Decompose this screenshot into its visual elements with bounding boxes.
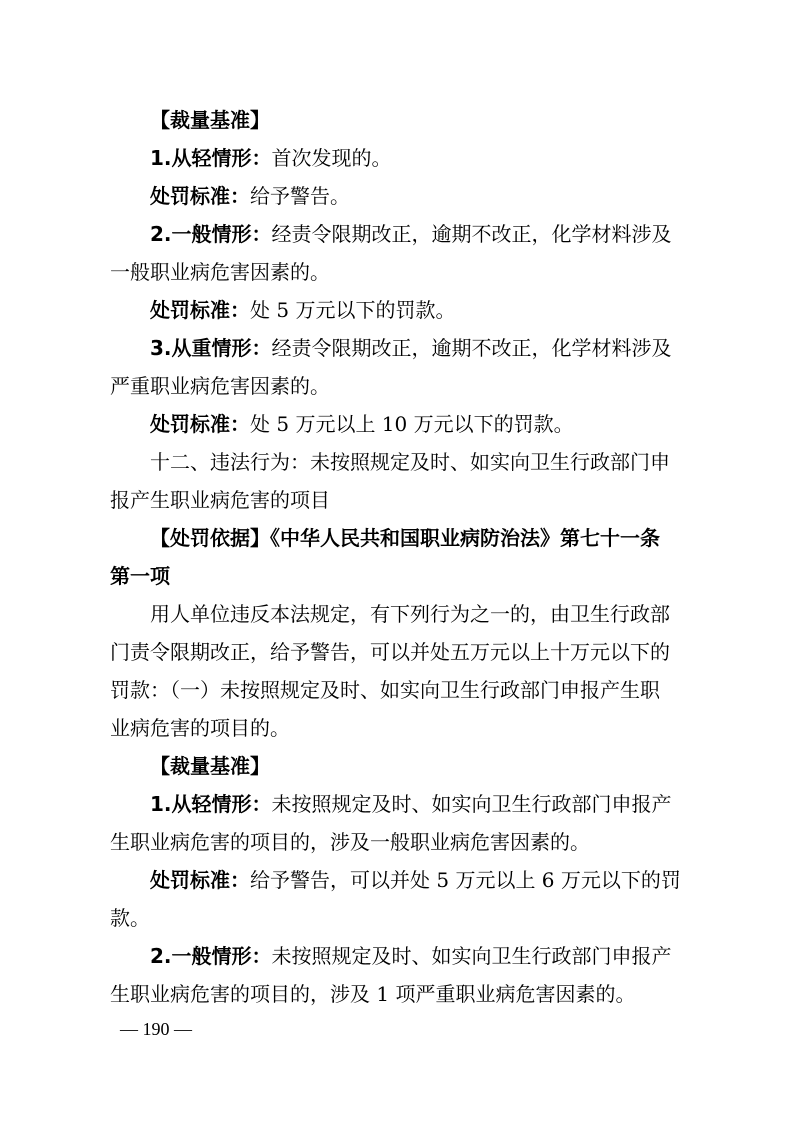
penalty-standard-text: 处 5 万元以上 10 万元以下的罚款。	[250, 412, 574, 436]
paragraph-penalty-standard	[150, 868, 705, 892]
section-heading-discretion-standard: 【裁量基准】	[150, 754, 270, 778]
light-case-text: 首次发现的。	[271, 146, 392, 170]
paragraph-penalty-standard	[150, 412, 705, 436]
law-text-continued: 罚款：（一）未按照规定及时、如实向卫生行政部门申报产生职	[110, 678, 660, 702]
penalty-basis-heading: 【处罚依据】《中华人民共和国职业病防治法》第七十一条	[150, 526, 660, 550]
law-text-continued: 门责令限期改正，给予警告，可以并处五万元以上十万元以下的	[110, 640, 670, 664]
penalty-standard-label: 处罚标准：	[150, 412, 250, 436]
light-case-label: 1.从轻情形：	[150, 792, 272, 816]
penalty-standard-text: 给予警告，可以并处 5 万元以上 6 万元以下的罚	[250, 868, 681, 892]
severe-case-text: 经责令限期改正，逾期不改正，化学材料涉及	[271, 336, 672, 360]
general-case-text: 未按照规定及时、如实向卫生行政部门申报产	[271, 944, 672, 968]
severe-case-label: 3.从重情形：	[150, 336, 272, 360]
light-case-text: 未按照规定及时、如实向卫生行政部门申报产	[271, 792, 672, 816]
penalty-standard-label: 处罚标准：	[150, 184, 250, 208]
general-case-label: 2.一般情形：	[150, 944, 272, 968]
general-case-text: 经责令限期改正，逾期不改正，化学材料涉及	[271, 222, 672, 246]
paragraph-general-case	[150, 222, 705, 246]
penalty-standard-text-continued: 款。	[110, 906, 150, 930]
law-text: 用人单位违反本法规定，有下列行为之一的，由卫生行政部	[150, 602, 670, 626]
penalty-standard-label: 处罚标准：	[150, 868, 250, 892]
light-case-text-continued: 生职业病危害的项目的，涉及一般职业病危害因素的。	[110, 830, 590, 854]
penalty-standard-text: 处 5 万元以下的罚款。	[250, 298, 456, 322]
violation-heading-continued: 报产生职业病危害的项目	[110, 488, 330, 512]
page-number: — 190 —	[120, 1019, 192, 1039]
paragraph-light-case	[150, 146, 705, 170]
paragraph-severe-case	[150, 336, 705, 360]
paragraph-penalty-standard	[150, 298, 705, 322]
penalty-basis-heading-continued: 第一项	[110, 564, 170, 588]
light-case-label: 1.从轻情形：	[150, 146, 272, 170]
general-case-label: 2.一般情形：	[150, 222, 272, 246]
section-heading-discretion-standard	[150, 108, 705, 132]
penalty-standard-label: 处罚标准：	[150, 298, 250, 322]
paragraph-light-case	[150, 792, 705, 816]
heading-text: 【裁量基准】	[150, 108, 270, 132]
violation-heading: 十二、违法行为：未按照规定及时、如实向卫生行政部门申	[150, 450, 670, 474]
law-text-continued: 业病危害的项目的。	[110, 716, 290, 740]
paragraph-penalty-standard	[150, 184, 705, 208]
general-case-text-continued: 一般职业病危害因素的。	[110, 260, 330, 284]
paragraph-general-case	[150, 944, 705, 968]
general-case-text-continued: 生职业病危害的项目的，涉及 1 项严重职业病危害因素的。	[110, 982, 636, 1006]
penalty-standard-text: 给予警告。	[250, 184, 350, 208]
severe-case-text-continued: 严重职业病危害因素的。	[110, 374, 330, 398]
